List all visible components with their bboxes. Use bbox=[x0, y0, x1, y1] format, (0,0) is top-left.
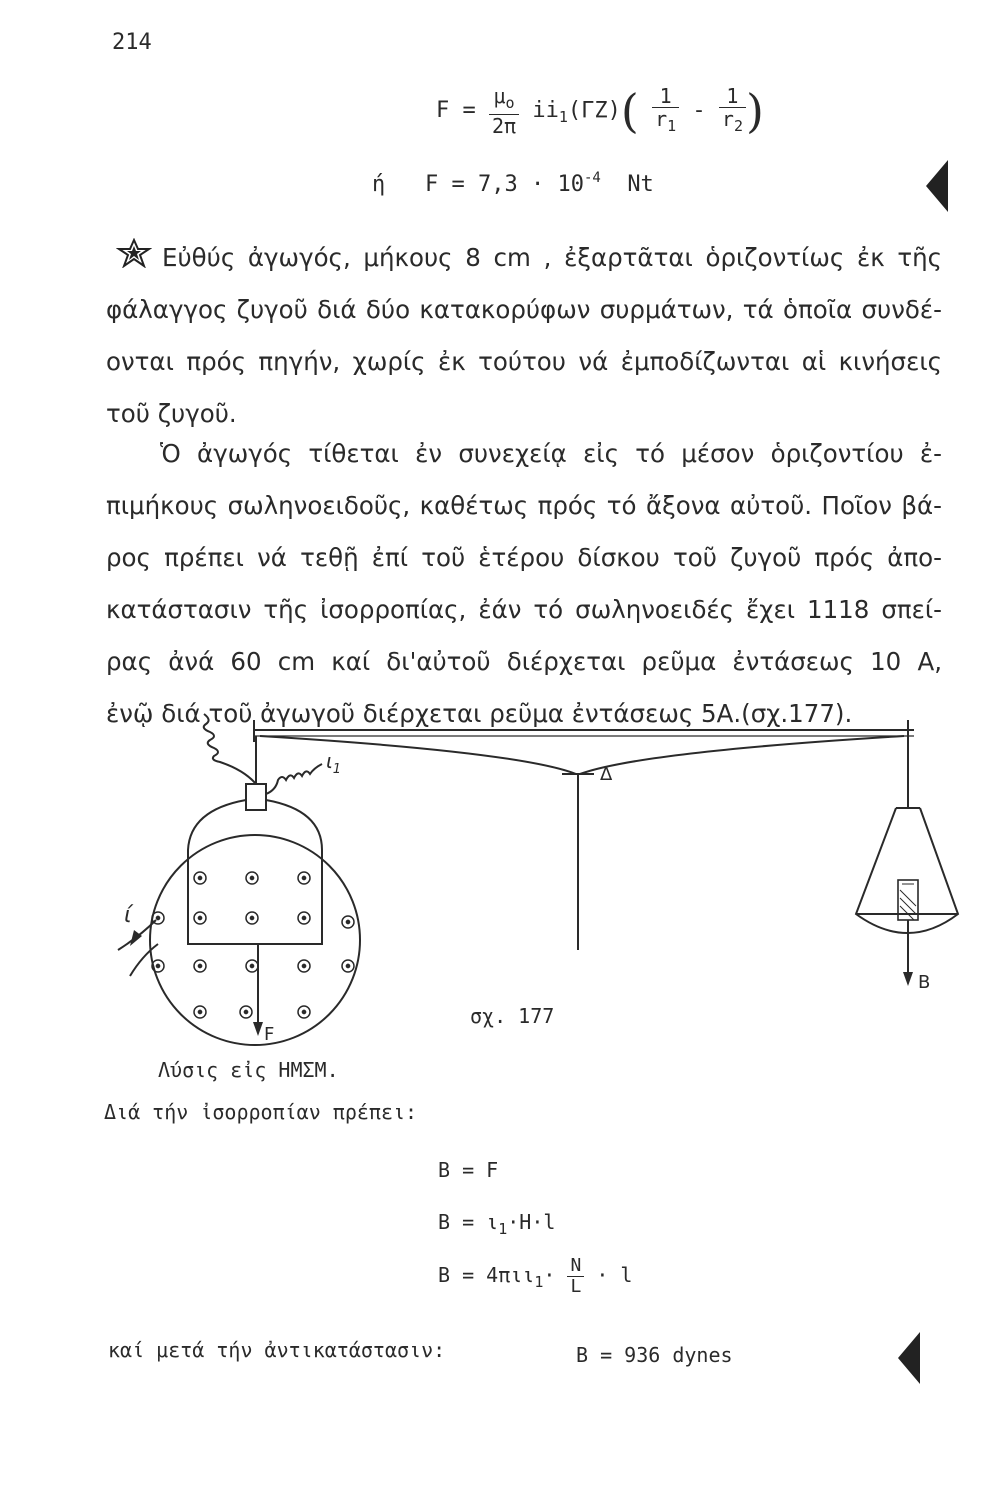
label-i: ί bbox=[124, 903, 132, 928]
minus-sign: - bbox=[692, 98, 706, 123]
one-over-r2-fraction: $\frac{1}{r_2}$ bbox=[719, 85, 746, 137]
star-icon bbox=[116, 238, 152, 268]
current-dot-icon bbox=[240, 1006, 252, 1018]
current-dot-icon bbox=[342, 960, 354, 972]
current-dot-icon bbox=[246, 960, 258, 972]
text-line: ονται πρός πηγήν, χωρίς ἐκ τούτου νά ἐμποδίζωνται αἱ κινήσεις bbox=[106, 347, 942, 376]
balance-condition-text: Διά τήν ἰσορροπίαν πρέπει: bbox=[104, 1100, 418, 1124]
beam-left-string bbox=[260, 736, 576, 774]
page-number: 214 bbox=[112, 30, 152, 55]
figure-caption: σχ. 177 bbox=[470, 1004, 555, 1028]
force-value: F = 7,3 · 10 bbox=[425, 172, 584, 197]
text-line: πιμήκους σωληνοειδοῦς, καθέτως πρός τό ἄξονα αὐτοῦ. Ποῖον βά- bbox=[106, 491, 942, 520]
n-over-l-fraction: $\frac{N}{L}$ bbox=[567, 1256, 584, 1297]
equation-lhs: F = bbox=[436, 98, 476, 123]
current-dot-icon bbox=[194, 960, 206, 972]
equation-b-i1-h-l: $B = \iota_1\cdot H\cdot l$ bbox=[438, 1210, 556, 1238]
force-equation bbox=[436, 84, 764, 138]
problem-paragraph-1-cont bbox=[106, 284, 942, 440]
current-dot-icon bbox=[298, 1006, 310, 1018]
text-line: κατάστασιν τῆς ἰσορροπίας, ἐάν τό σωληνοειδές ἔχει 1118 σπεί- bbox=[106, 595, 942, 624]
force-unit: Nt bbox=[627, 172, 654, 197]
solenoid-cross-section bbox=[150, 835, 360, 1045]
text-line: Ὁ ἀγωγός τίθεται ἐν συνεχείᾳ εἰς τό μέσον ὁριζοντίου ἐ- bbox=[160, 439, 942, 468]
substitution-text: καί μετά τήν ἀντικατάστασιν: bbox=[108, 1338, 446, 1362]
label-b: B bbox=[918, 972, 931, 993]
label-f: F bbox=[264, 1024, 275, 1045]
force-value-equation bbox=[372, 170, 654, 197]
arrow-i-icon bbox=[130, 930, 142, 946]
text-line: ρος πρέπει νά τεθῇ ἐπί τοῦ ἑτέρου δίσκου τοῦ ζυγοῦ πρός ἀπο- bbox=[106, 543, 942, 572]
current-product: $ii_1(\Gamma Z)$ bbox=[532, 98, 621, 126]
current-dot-icon bbox=[246, 912, 258, 924]
current-dot-icon bbox=[298, 960, 310, 972]
current-dot-icon bbox=[194, 912, 206, 924]
mu0-over-2pi-fraction: $\frac{\mu_o}{2\pi}$ bbox=[489, 85, 519, 137]
force-exponent: -4 bbox=[583, 170, 601, 186]
current-dot-icon bbox=[342, 916, 354, 928]
right-paren: ) bbox=[745, 84, 764, 138]
one-over-r1-fraction: $\frac{1}{r_1}$ bbox=[652, 85, 679, 137]
final-result: B = 936 dynes bbox=[576, 1343, 733, 1367]
arrow-f-icon bbox=[253, 1022, 263, 1036]
problem-paragraph-2 bbox=[160, 428, 942, 480]
text-line: ρας ἀνά 60 cm καί δι'αὐτοῦ διέρχεται ρεῦμα ἐντάσεως 10 Α, bbox=[106, 647, 942, 676]
beam-right-string bbox=[580, 736, 904, 774]
arrow-b-icon bbox=[903, 972, 913, 986]
or-word: ή bbox=[372, 172, 386, 197]
label-delta: Δ bbox=[600, 764, 613, 785]
current-dot-icon bbox=[194, 872, 206, 884]
current-dot-icon bbox=[246, 872, 258, 884]
page-marker-triangle-bottom-icon bbox=[898, 1332, 920, 1384]
equation-b-equals-f: B = F bbox=[438, 1158, 499, 1182]
text-line: τοῦ ζυγοῦ. bbox=[106, 399, 237, 428]
current-dot-icon bbox=[194, 1006, 206, 1018]
text-line: φάλαγγος ζυγοῦ διά δύο κατακορύφων συρμάτων, τά ὁποῖα συνδέ- bbox=[106, 295, 942, 324]
current-dot-icon bbox=[298, 912, 310, 924]
text-line: Εὐθύς ἀγωγός, μήκους 8 cm , ἐξαρτᾶται ὁριζοντίως ἐκ τῆς bbox=[162, 243, 942, 272]
spring-wire-left bbox=[204, 714, 256, 784]
current-dot-icon bbox=[298, 872, 310, 884]
solution-heading: Λύσις εἰς ΗΜΣΜ. bbox=[158, 1058, 339, 1082]
left-paren: ( bbox=[620, 84, 639, 138]
current-dot-icon bbox=[152, 912, 164, 924]
spring-wire-i1 bbox=[266, 764, 322, 794]
equation-b-4pi: B = 4πιι$_1$· $\frac{N}{L}$ · l bbox=[438, 1255, 633, 1297]
text-line: ἐνῷ διά τοῦ ἀγωγοῦ διέρχεται ρεῦμα ἐντάσεως 5Α.(σχ.177). bbox=[106, 699, 853, 728]
problem-paragraph-1 bbox=[162, 232, 942, 284]
conductor-clamp bbox=[246, 784, 266, 810]
label-i1: $\iota_1$ bbox=[326, 749, 342, 777]
page-marker-triangle-icon bbox=[926, 160, 948, 212]
